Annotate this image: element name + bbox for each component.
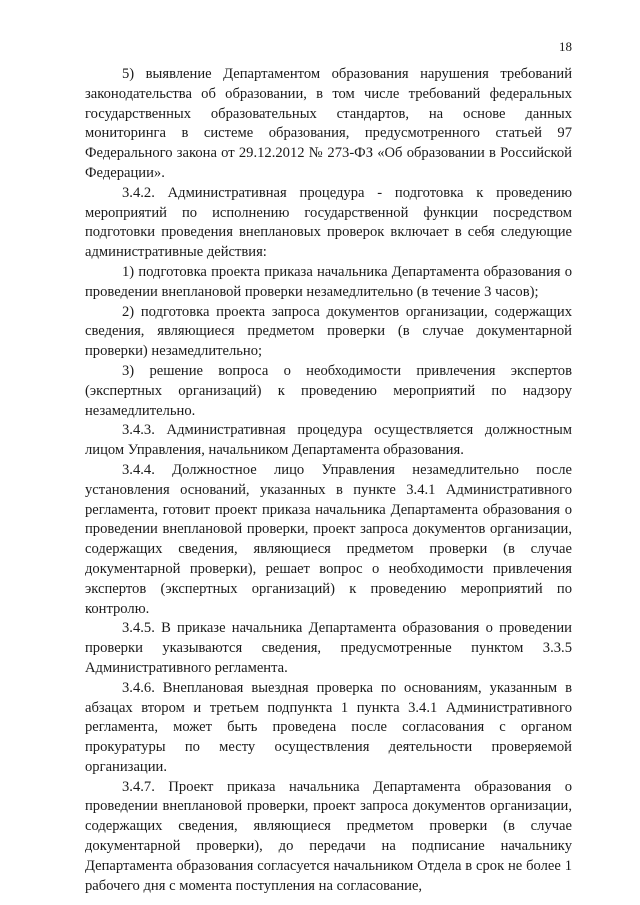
paragraph-action-2: 2) подготовка проекта запроса документов организации, содержащих сведения, являющиеся предметом проверки (в случае документарной проверки) незамедлительно; xyxy=(85,303,572,360)
paragraph-action-1: 1) подготовка проекта приказа начальника Департамента образования о проведении внеплановой проверки незамедлительно (в течение 3 часов); xyxy=(85,263,572,300)
paragraph-item-5: 5) выявление Департаментом образования нарушения требований законодательства об образовании, в том числе требований федеральных государственных образовательных стандартов, на основе данных мониторинга в системе образования, предусмотренного статьей 97 Федерального закона от 29.12.2012 № 273-ФЗ «Об образовании в Российской Федерации». xyxy=(85,66,572,181)
paragraph-3-4-3: 3.4.3. Административная процедура осуществляется должностным лицом Управления, начальником Департамента образования. xyxy=(85,422,572,459)
document-body xyxy=(85,65,572,896)
paragraph-3-4-5: 3.4.5. В приказе начальника Департамента образования о проведении проверки указываются сведения, предусмотренные пунктом 3.3.5 Административного регламента. xyxy=(85,620,572,676)
paragraph-3-4-6: 3.4.6. Внеплановая выездная проверка по основаниям, указанным в абзацах втором и третьем подпункта 1 пункта 3.4.1 Административного регламента, может быть проведена после согласования с органом прокуратуры по месту осуществления деятельности проверяемой организации. xyxy=(85,679,572,775)
paragraph-action-3: 3) решение вопроса о необходимости привлечения экспертов (экспертных организаций) к проведению мероприятий по надзору незамедлительно. xyxy=(85,362,572,419)
paragraph-3-4-7: 3.4.7. Проект приказа начальника Департамента образования о проведении внеплановой проверки, проект запроса документов организации, содержащих сведения, являющиеся предметом проверки (в случае документарной проверки), до передачи на подписание начальнику Департамента образования согласуется начальником Отдела в срок не более 1 рабочего дня с момента поступления на согласование, xyxy=(85,778,572,894)
page-number: 18 xyxy=(559,39,572,54)
paragraph-3-4-2: 3.4.2. Административная процедура - подготовка к проведению мероприятий по исполнению государственной функции посредством подготовки проведения внеплановых проверок включает в себя следующие административные действия: xyxy=(85,184,572,261)
paragraph-3-4-4: 3.4.4. Должностное лицо Управления незамедлительно после установления оснований, указанных в пункте 3.4.1 Административного регламента, готовит проект приказа начальника Департамента образования о проведении внеплановой проверки, проект запроса документов организации, содержащих сведения, являющиеся предметом проверки (в случае документарной проверки), решает вопрос о необходимости привлечения экспертов (экспертных организаций) к проведению мероприятий по контролю. xyxy=(85,461,572,617)
